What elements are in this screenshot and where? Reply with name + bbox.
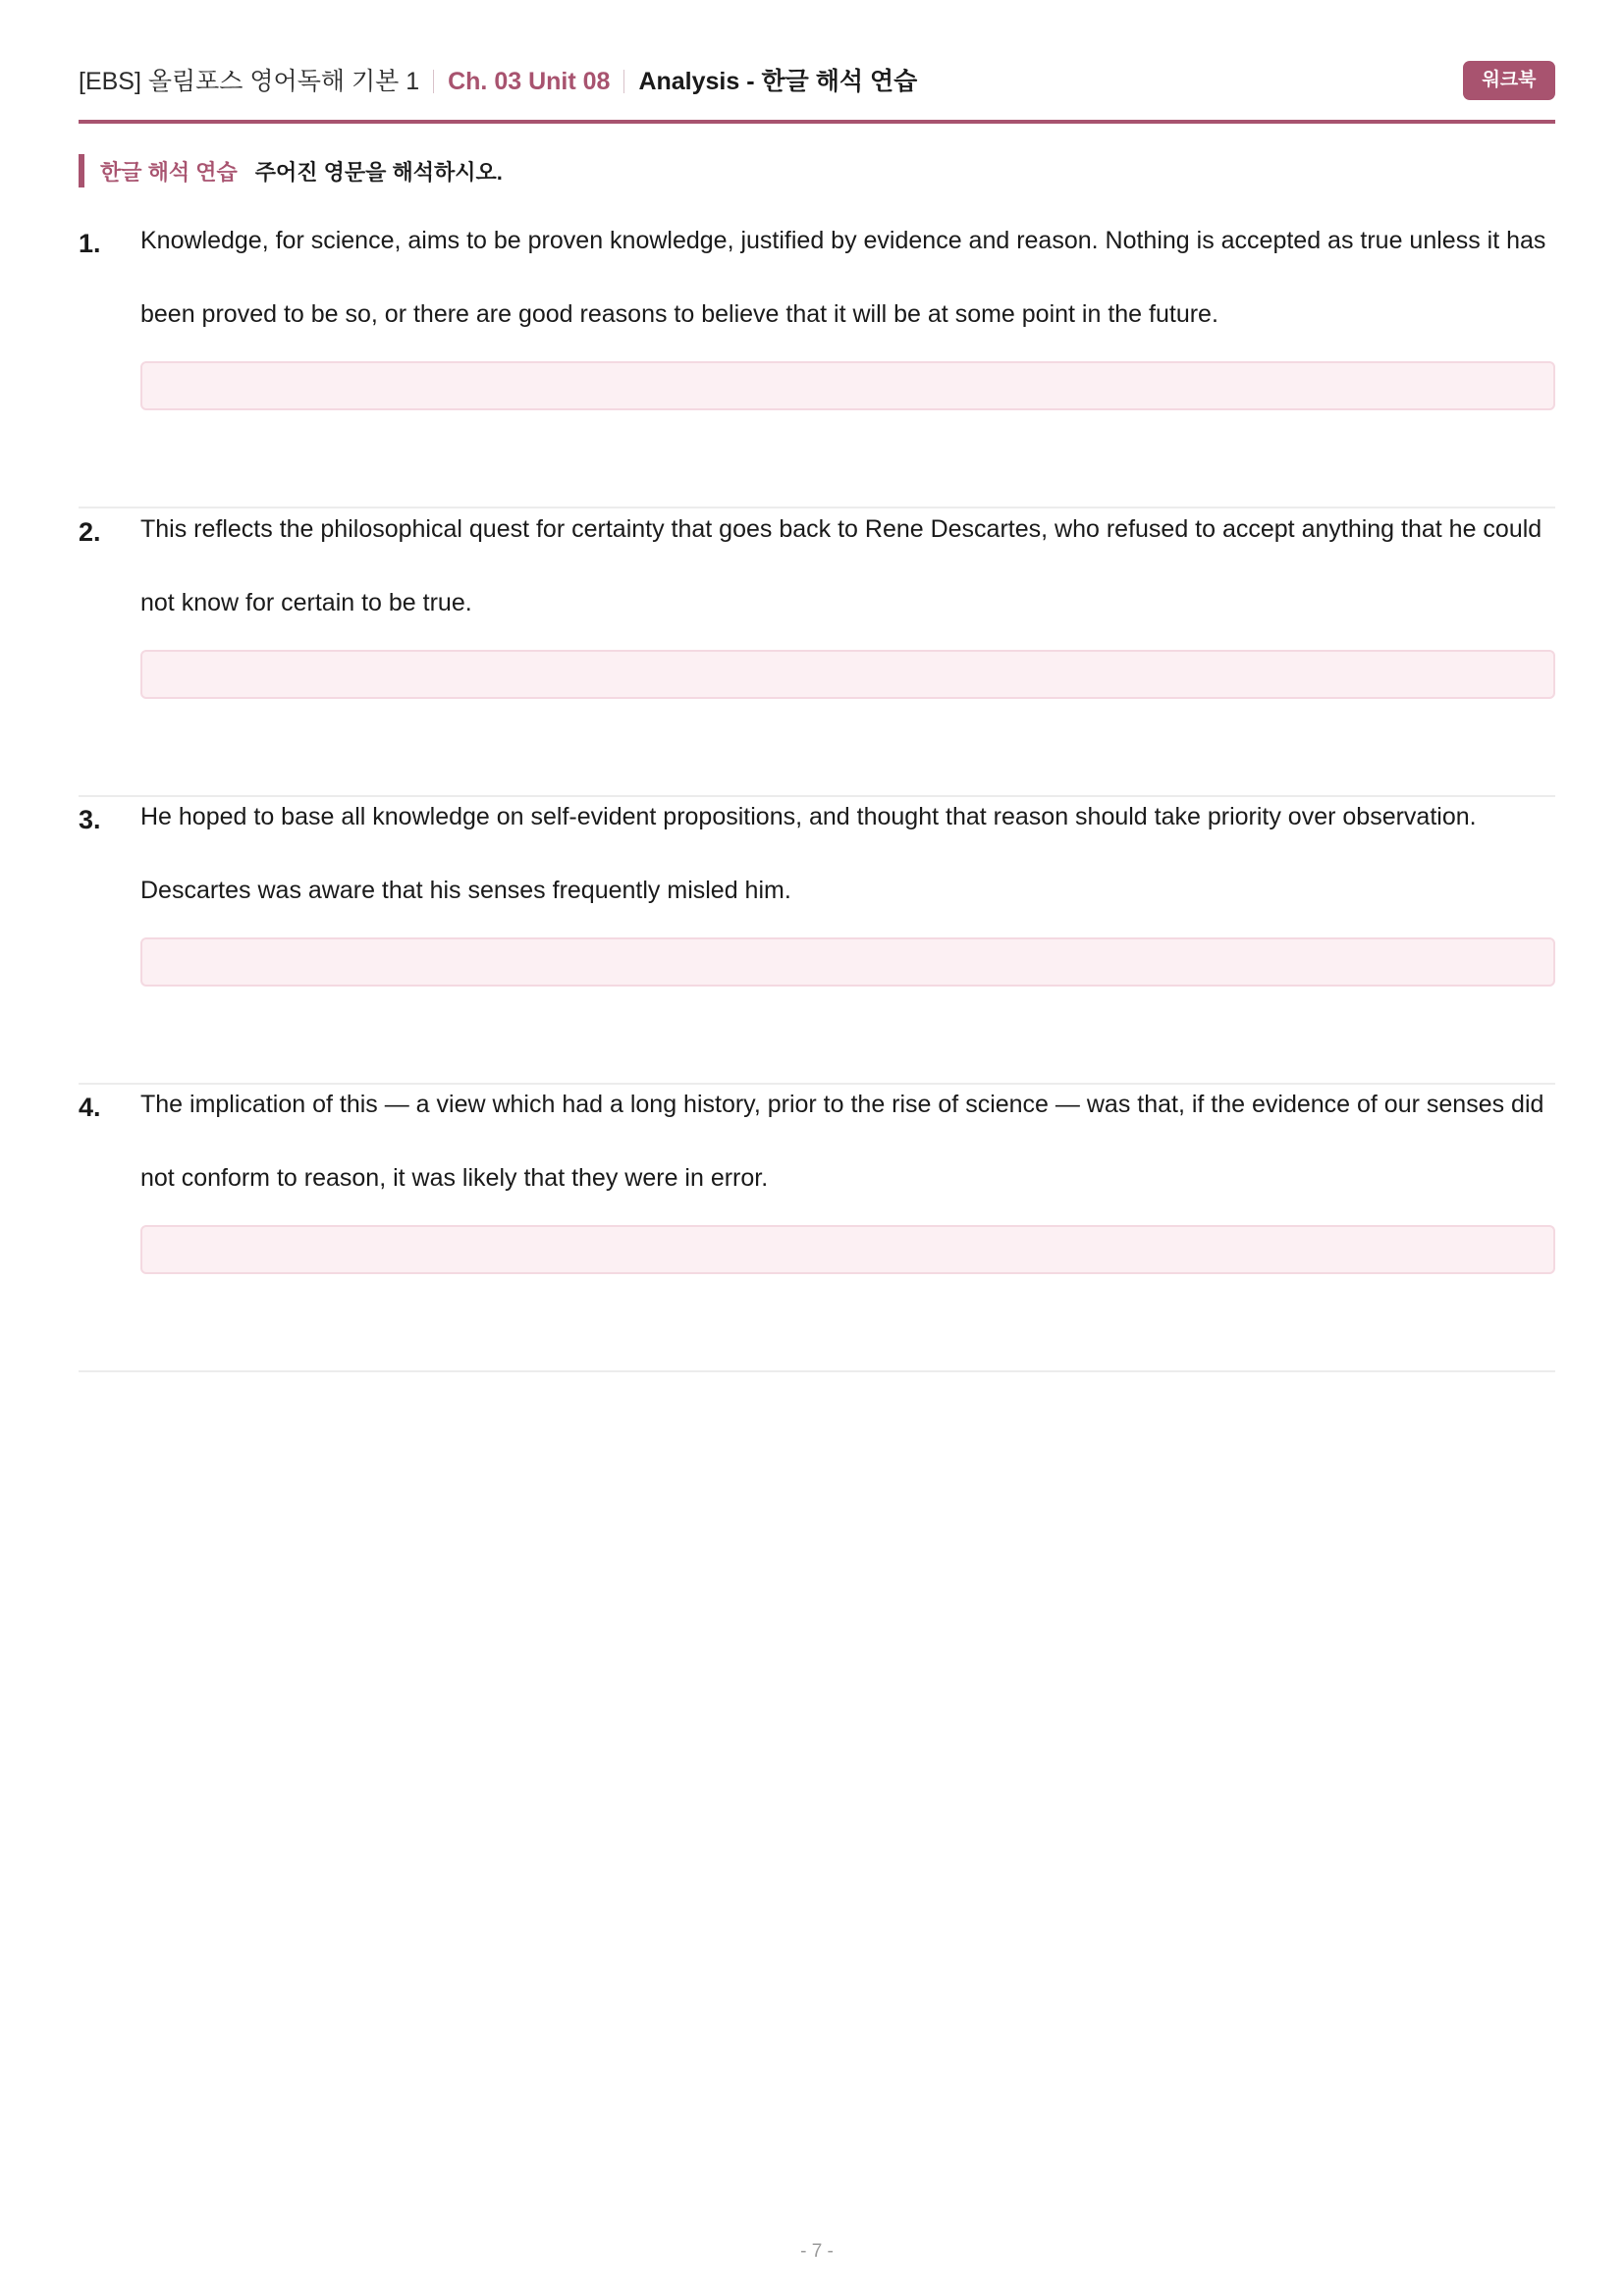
instruction-label: 한글 해석 연습 <box>100 159 238 185</box>
question-text: The implication of this — a view which had a long history, prior to the rise of science — was that, if the evidence of our senses did not conform to reason, it was likely that they were in error. <box>140 1091 1544 1192</box>
answer-input-box[interactable] <box>140 937 1555 987</box>
breadcrumb-divider <box>623 70 624 93</box>
breadcrumb-unit: Ch. 03 Unit 08 <box>448 68 611 95</box>
breadcrumb-section: Analysis - 한글 해석 연습 <box>638 68 918 95</box>
question-number: 3. <box>79 805 101 834</box>
answer-input-box[interactable] <box>140 1225 1555 1274</box>
question-item <box>79 222 1555 508</box>
page-header <box>79 61 1555 124</box>
breadcrumb-series: [EBS] 올림포스 영어독해 기본 1 <box>79 68 420 95</box>
question-text: Knowledge, for science, aims to be proven knowledge, justified by evidence and reason. Nothing is accepted as true unless it has been proved to be so, or there are good reasons to believe that it will be at some point in the future. <box>140 227 1546 328</box>
workbook-badge: 워크북 <box>1463 61 1555 100</box>
question-number: 1. <box>79 229 101 258</box>
breadcrumb <box>79 65 917 98</box>
question-item <box>79 510 1555 797</box>
instruction-text: 주어진 영문을 해석하시오. <box>254 159 503 185</box>
question-item <box>79 1086 1555 1372</box>
answer-input-box[interactable] <box>140 361 1555 410</box>
question-text: He hoped to base all knowledge on self-evident propositions, and thought that reason should take priority over observation. Descartes was aware that his senses frequently misled him. <box>140 803 1477 904</box>
question-text: This reflects the philosophical quest for certainty that goes back to Rene Descartes, who refused to accept anything that he could not know for certain to be true. <box>140 515 1542 616</box>
instruction-row <box>79 154 503 187</box>
question-number: 2. <box>79 517 101 547</box>
page-number: - 7 - <box>800 2241 834 2262</box>
worksheet-page <box>79 0 1555 2296</box>
answer-input-box[interactable] <box>140 650 1555 699</box>
question-item <box>79 798 1555 1085</box>
question-number: 4. <box>79 1093 101 1122</box>
breadcrumb-divider <box>433 70 434 93</box>
instruction-accent-bar <box>79 154 84 187</box>
